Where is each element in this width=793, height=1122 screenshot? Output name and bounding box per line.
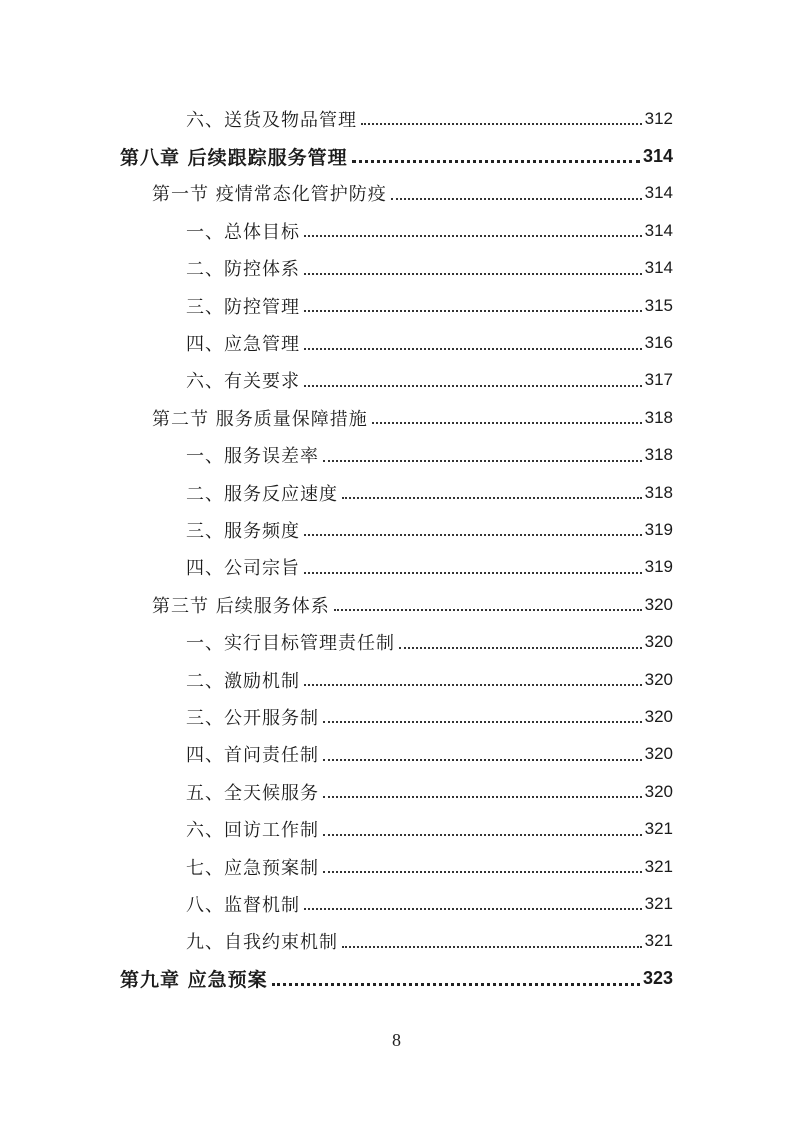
- toc-dot-leader: [304, 234, 642, 237]
- toc-entry-page: 312: [644, 108, 673, 128]
- toc-dot-leader: [304, 384, 642, 387]
- toc-entry-label: 第八章 后续跟踪服务管理: [120, 146, 348, 169]
- toc-entry-label: 四、首问责任制: [186, 745, 319, 767]
- toc-dot-leader: [361, 122, 642, 125]
- toc-entry-label: 三、防控管理: [186, 296, 300, 318]
- toc-subsection-entry[interactable]: [0, 437, 793, 474]
- toc-entry-label: 四、应急管理: [186, 334, 300, 356]
- toc-entry-page: 315: [644, 295, 673, 315]
- toc-dot-leader: [304, 533, 642, 536]
- toc-entry-page: 314: [644, 220, 673, 240]
- toc-dot-leader: [304, 347, 642, 350]
- toc-entry-label: 第三节 后续服务体系: [152, 595, 330, 617]
- toc-entry-label: 二、服务反应速度: [186, 483, 338, 505]
- toc-section-entry[interactable]: [0, 399, 793, 436]
- toc-dot-leader: [272, 982, 640, 986]
- toc-dot-leader: [352, 159, 640, 163]
- toc-entry-page: 316: [644, 333, 673, 353]
- toc-entry-page: 318: [644, 482, 673, 502]
- toc-entry-page: 318: [644, 407, 673, 427]
- toc-subsection-entry[interactable]: [0, 810, 793, 847]
- toc-subsection-entry[interactable]: [0, 324, 793, 361]
- toc-entry-label: 六、有关要求: [186, 371, 300, 393]
- toc-entry-page: 321: [644, 819, 673, 839]
- toc-entry-page: 320: [644, 781, 673, 801]
- toc-subsection-entry[interactable]: [0, 549, 793, 586]
- toc-subsection-entry[interactable]: [0, 287, 793, 324]
- toc-dot-leader: [323, 758, 642, 761]
- toc-entry-label: 二、防控体系: [186, 259, 300, 281]
- toc-entry-page: 319: [644, 557, 673, 577]
- toc-entry-label: 八、监督机制: [186, 894, 300, 916]
- toc-entry-label: 三、公开服务制: [186, 707, 319, 729]
- table-of-contents: [0, 100, 793, 997]
- toc-subsection-entry[interactable]: [0, 885, 793, 922]
- toc-dot-leader: [323, 720, 642, 723]
- toc-subsection-entry[interactable]: [0, 474, 793, 511]
- toc-subsection-entry[interactable]: [0, 923, 793, 960]
- toc-entry-page: 320: [644, 632, 673, 652]
- toc-entry-label: 五、全天候服务: [186, 782, 319, 804]
- toc-chapter-entry[interactable]: [0, 137, 793, 174]
- toc-dot-leader: [342, 945, 642, 948]
- toc-subsection-entry[interactable]: [0, 100, 793, 137]
- toc-subsection-entry[interactable]: [0, 773, 793, 810]
- toc-entry-page: 320: [644, 744, 673, 764]
- toc-entry-page: 323: [642, 968, 673, 989]
- toc-dot-leader: [304, 683, 642, 686]
- toc-entry-page: 320: [644, 669, 673, 689]
- toc-chapter-entry[interactable]: [0, 960, 793, 997]
- toc-entry-label: 六、送货及物品管理: [186, 109, 357, 131]
- toc-entry-page: 317: [644, 370, 673, 390]
- toc-section-entry[interactable]: [0, 175, 793, 212]
- toc-entry-page: 314: [644, 258, 673, 278]
- toc-entry-label: 九、自我约束机制: [186, 932, 338, 954]
- toc-dot-leader: [323, 459, 642, 462]
- toc-subsection-entry[interactable]: [0, 362, 793, 399]
- toc-dot-leader: [323, 795, 642, 798]
- toc-entry-label: 一、总体目标: [186, 221, 300, 243]
- toc-entry-label: 四、公司宗旨: [186, 558, 300, 580]
- toc-subsection-entry[interactable]: [0, 212, 793, 249]
- toc-entry-label: 六、回访工作制: [186, 820, 319, 842]
- toc-entry-label: 第一节 疫情常态化管护防疫: [152, 184, 387, 206]
- toc-entry-label: 二、激励机制: [186, 670, 300, 692]
- toc-section-entry[interactable]: [0, 586, 793, 623]
- toc-entry-page: 319: [644, 519, 673, 539]
- toc-dot-leader: [304, 571, 642, 574]
- toc-dot-leader: [323, 870, 642, 873]
- toc-entry-page: 321: [644, 893, 673, 913]
- toc-entry-page: 314: [644, 183, 673, 203]
- toc-entry-label: 一、服务误差率: [186, 446, 319, 468]
- toc-dot-leader: [304, 272, 642, 275]
- toc-dot-leader: [334, 608, 642, 611]
- toc-subsection-entry[interactable]: [0, 698, 793, 735]
- toc-entry-page: 318: [644, 445, 673, 465]
- toc-subsection-entry[interactable]: [0, 250, 793, 287]
- toc-entry-label: 七、应急预案制: [186, 857, 319, 879]
- toc-entry-page: 320: [644, 706, 673, 726]
- toc-entry-label: 一、实行目标管理责任制: [186, 633, 395, 655]
- page-number: 8: [392, 1030, 401, 1050]
- toc-dot-leader: [304, 907, 642, 910]
- toc-dot-leader: [304, 309, 642, 312]
- toc-entry-label: 第九章 应急预案: [120, 969, 268, 992]
- toc-subsection-entry[interactable]: [0, 736, 793, 773]
- toc-dot-leader: [342, 496, 642, 499]
- toc-subsection-entry[interactable]: [0, 623, 793, 660]
- toc-entry-page: 314: [642, 145, 673, 166]
- toc-entry-label: 三、服务频度: [186, 520, 300, 542]
- toc-entry-page: 321: [644, 856, 673, 876]
- toc-subsection-entry[interactable]: [0, 661, 793, 698]
- toc-entry-page: 320: [644, 594, 673, 614]
- toc-dot-leader: [391, 197, 642, 200]
- toc-entry-label: 第二节 服务质量保障措施: [152, 408, 368, 430]
- toc-dot-leader: [399, 646, 642, 649]
- toc-dot-leader: [323, 833, 642, 836]
- toc-subsection-entry[interactable]: [0, 511, 793, 548]
- toc-dot-leader: [372, 421, 642, 424]
- toc-entry-page: 321: [644, 931, 673, 951]
- toc-subsection-entry[interactable]: [0, 848, 793, 885]
